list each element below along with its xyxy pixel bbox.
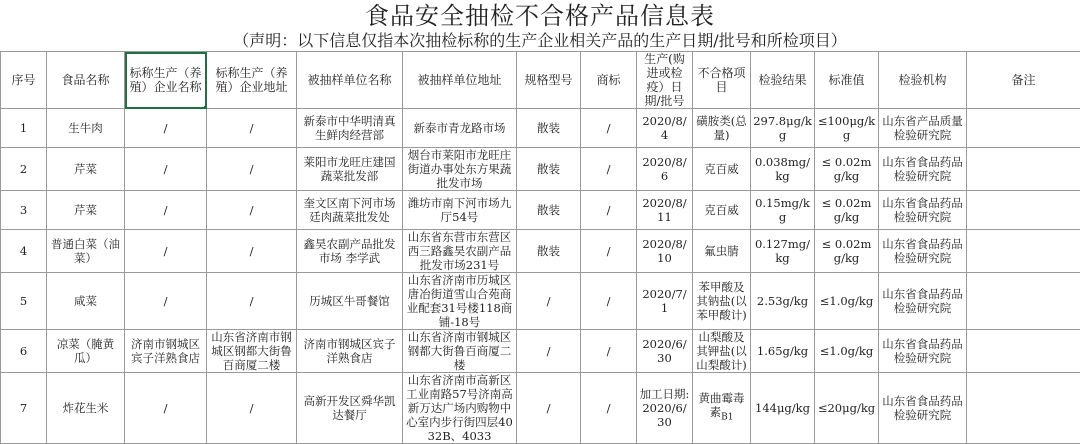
table-row xyxy=(1,148,1080,191)
cell-producer[interactable]: / xyxy=(125,373,207,444)
cell-sampled-addr[interactable]: 新泰市青龙路市场 xyxy=(403,109,517,148)
col-header[interactable]: 食品名称 xyxy=(47,52,125,109)
cell-brand[interactable]: / xyxy=(581,109,637,148)
cell-no[interactable]: 2 xyxy=(1,148,47,191)
cell-food[interactable]: 炸花生米 xyxy=(47,373,125,444)
cell-standard[interactable]: ≤1.0g/kg xyxy=(815,330,879,373)
cell-lab[interactable]: 山东省食品药品检验研究院 xyxy=(879,330,967,373)
cell-note[interactable] xyxy=(967,148,1080,191)
cell-date[interactable]: 2020/8/10 xyxy=(637,230,693,273)
cell-item[interactable]: 山梨酸及其钾盐(以山梨酸计) xyxy=(693,330,751,373)
cell-lab[interactable]: 山东省食品药品检验研究院 xyxy=(879,191,967,230)
cell-food[interactable]: 芹菜 xyxy=(47,191,125,230)
cell-spec[interactable]: / xyxy=(517,330,581,373)
cell-brand[interactable]: / xyxy=(581,148,637,191)
cell-producer-addr[interactable]: / xyxy=(207,230,297,273)
cell-no[interactable]: 6 xyxy=(1,330,47,373)
cell-producer[interactable]: / xyxy=(125,109,207,148)
cell-sampled[interactable]: 莱阳市龙旺庄建国蔬菜批发部 xyxy=(297,148,403,191)
table-row xyxy=(1,230,1080,273)
cell-standard[interactable]: ≤20μg/kg xyxy=(815,373,879,444)
cell-date[interactable]: 2020/7/1 xyxy=(637,273,693,330)
cell-no[interactable]: 3 xyxy=(1,191,47,230)
cell-sampled[interactable]: 历城区牛哥餐馆 xyxy=(297,273,403,330)
cell-lab[interactable]: 山东省产品质量检验研究院 xyxy=(879,109,967,148)
cell-brand[interactable]: / xyxy=(581,191,637,230)
col-header[interactable]: 不合格项目 xyxy=(693,52,751,109)
col-header[interactable]: 生产(购进或检疫）日期/批号 xyxy=(637,52,693,109)
cell-sampled[interactable]: 奎文区南下河市场廷肉蔬菜批发处 xyxy=(297,191,403,230)
cell-spec[interactable]: 散装 xyxy=(517,148,581,191)
table-row xyxy=(1,330,1080,373)
cell-item[interactable]: 克百威 xyxy=(693,191,751,230)
cell-lab[interactable]: 山东省食品药品检验研究院 xyxy=(879,148,967,191)
page-subtitle: （声明：以下信息仅指本次抽检标称的生产企业相关产品的生产日期/批号和所检项目） xyxy=(0,31,1080,51)
cell-note[interactable] xyxy=(967,373,1080,444)
cell-producer-addr[interactable]: / xyxy=(207,273,297,330)
cell-standard[interactable]: ≤1.0g/kg xyxy=(815,273,879,330)
col-header[interactable]: 检验结果 xyxy=(751,52,815,109)
cell-item[interactable]: 克百威 xyxy=(693,148,751,191)
cell-sampled-addr[interactable]: 山东省济南市历城区唐冶街道雪山合苑商业配套31号楼118商铺-18号 xyxy=(403,273,517,330)
cell-result[interactable]: 144μg/kg xyxy=(751,373,815,444)
cell-note[interactable] xyxy=(967,191,1080,230)
cell-sampled-addr[interactable]: 山东省济南市高新区工业南路57号济南高新万达广场内购物中心室内步行街四层4032B、4033 xyxy=(403,373,517,444)
cell-producer-addr[interactable]: 山东省济南市钢城区钢都大街鲁百商厦二楼 xyxy=(207,330,297,373)
cell-spec[interactable]: / xyxy=(517,273,581,330)
cell-producer[interactable]: / xyxy=(125,191,207,230)
item-text: 黄曲霉毒素 xyxy=(699,391,745,419)
col-header[interactable]: 被抽样单位名称 xyxy=(297,52,403,109)
cell-producer-addr[interactable]: / xyxy=(207,148,297,191)
cell-result[interactable]: 1.65g/kg xyxy=(751,330,815,373)
col-header[interactable]: 备注 xyxy=(967,52,1080,109)
cell-producer[interactable]: / xyxy=(125,148,207,191)
cell-item[interactable] xyxy=(693,373,751,444)
cell-result[interactable]: 2.53g/kg xyxy=(751,273,815,330)
cell-sampled-addr[interactable]: 烟台市莱阳市龙旺庄街道办事处东方果蔬批发市场 xyxy=(403,148,517,191)
cell-food[interactable]: 凉菜（腌黄瓜） xyxy=(47,330,125,373)
cell-result[interactable]: 0.127mg/kg xyxy=(751,230,815,273)
cell-food[interactable]: 咸菜 xyxy=(47,273,125,330)
cell-brand[interactable]: / xyxy=(581,230,637,273)
col-header[interactable]: 标准值 xyxy=(815,52,879,109)
cell-item[interactable]: 氟虫腈 xyxy=(693,230,751,273)
cell-standard[interactable]: ≤100μg/kg xyxy=(815,109,879,148)
col-header[interactable]: 序号 xyxy=(1,52,47,109)
cell-food[interactable]: 普通白菜（油菜） xyxy=(47,230,125,273)
col-header[interactable]: 被抽样单位地址 xyxy=(403,52,517,109)
cell-date[interactable]: 2020/8/6 xyxy=(637,148,693,191)
cell-lab[interactable]: 山东省食品药品检验研究院 xyxy=(879,373,967,444)
cell-standard[interactable]: ≤ 0.02mg/kg xyxy=(815,148,879,191)
cell-result[interactable]: 0.15mg/kg xyxy=(751,191,815,230)
col-header[interactable]: 商标 xyxy=(581,52,637,109)
header-row xyxy=(1,52,1080,109)
cell-food[interactable]: 芹菜 xyxy=(47,148,125,191)
cell-standard[interactable]: ≤ 0.02mg/kg xyxy=(815,191,879,230)
cell-brand[interactable]: / xyxy=(581,373,637,444)
cell-brand[interactable]: / xyxy=(581,330,637,373)
cell-sampled[interactable]: 鑫昊农副产品批发市场 李学武 xyxy=(297,230,403,273)
cell-note[interactable] xyxy=(967,330,1080,373)
cell-date[interactable]: 2020/6/30 xyxy=(637,330,693,373)
cell-no[interactable]: 1 xyxy=(1,109,47,148)
cell-lab[interactable]: 山东省食品药品检验研究院 xyxy=(879,230,967,273)
cell-result[interactable]: 0.038mg/kg xyxy=(751,148,815,191)
cell-spec[interactable]: 散装 xyxy=(517,109,581,148)
cell-sampled[interactable]: 新泰市中华明清真生鲜肉经营部 xyxy=(297,109,403,148)
cell-spec[interactable]: / xyxy=(517,373,581,444)
cell-producer[interactable]: / xyxy=(125,230,207,273)
cell-note[interactable] xyxy=(967,273,1080,330)
cell-no[interactable]: 7 xyxy=(1,373,47,444)
cell-no[interactable]: 4 xyxy=(1,230,47,273)
cell-producer-addr[interactable]: / xyxy=(207,373,297,444)
col-header[interactable]: 标称生产（养殖）企业地址 xyxy=(207,52,297,109)
cell-producer[interactable]: 济南市钢城区宾子洋熟食店 xyxy=(125,330,207,373)
cell-spec[interactable]: 散装 xyxy=(517,230,581,273)
cell-result[interactable]: 297.8μg/kg xyxy=(751,109,815,148)
col-header[interactable]: 标称生产（养殖）企业名称 xyxy=(125,52,207,109)
cell-date[interactable]: 加工日期: 2020/6/30 xyxy=(637,373,693,444)
cell-note[interactable] xyxy=(967,230,1080,273)
cell-sampled-addr[interactable]: 潍坊市南下河市场九厅54号 xyxy=(403,191,517,230)
cell-note[interactable] xyxy=(967,109,1080,148)
inspection-table xyxy=(0,51,1080,444)
cell-producer[interactable]: / xyxy=(125,273,207,330)
item-subscript: B1 xyxy=(721,413,733,423)
cell-sampled[interactable]: 高新开发区舜华凯达餐厅 xyxy=(297,373,403,444)
cell-no[interactable]: 5 xyxy=(1,273,47,330)
page-title: 食品安全抽检不合格产品信息表 xyxy=(0,0,1080,32)
table-row xyxy=(1,109,1080,148)
cell-sampled-addr[interactable]: 山东省东营市东营区西三路鑫昊农副产品批发市场231号 xyxy=(403,230,517,273)
table-row xyxy=(1,273,1080,330)
cell-spec[interactable]: 散装 xyxy=(517,191,581,230)
col-header[interactable]: 检验机构 xyxy=(879,52,967,109)
cell-date[interactable]: 2020/8/4 xyxy=(637,109,693,148)
cell-standard[interactable]: ≤ 0.02mg/kg xyxy=(815,230,879,273)
table-row xyxy=(1,373,1080,444)
cell-item[interactable]: 磺胺类(总量) xyxy=(693,109,751,148)
cell-item[interactable]: 苯甲酸及其钠盐(以苯甲酸计) xyxy=(693,273,751,330)
cell-brand[interactable]: / xyxy=(581,273,637,330)
cell-producer-addr[interactable]: / xyxy=(207,109,297,148)
cell-producer-addr[interactable]: / xyxy=(207,191,297,230)
cell-lab[interactable]: 山东省食品药品检验研究院 xyxy=(879,273,967,330)
cell-sampled-addr[interactable]: 山东省济南市钢城区钢都大街鲁百商厦二楼 xyxy=(403,330,517,373)
col-header[interactable]: 规格型号 xyxy=(517,52,581,109)
table-row xyxy=(1,191,1080,230)
cell-date[interactable]: 2020/8/11 xyxy=(637,191,693,230)
cell-sampled[interactable]: 济南市钢城区宾子洋熟食店 xyxy=(297,330,403,373)
cell-food[interactable]: 生牛肉 xyxy=(47,109,125,148)
